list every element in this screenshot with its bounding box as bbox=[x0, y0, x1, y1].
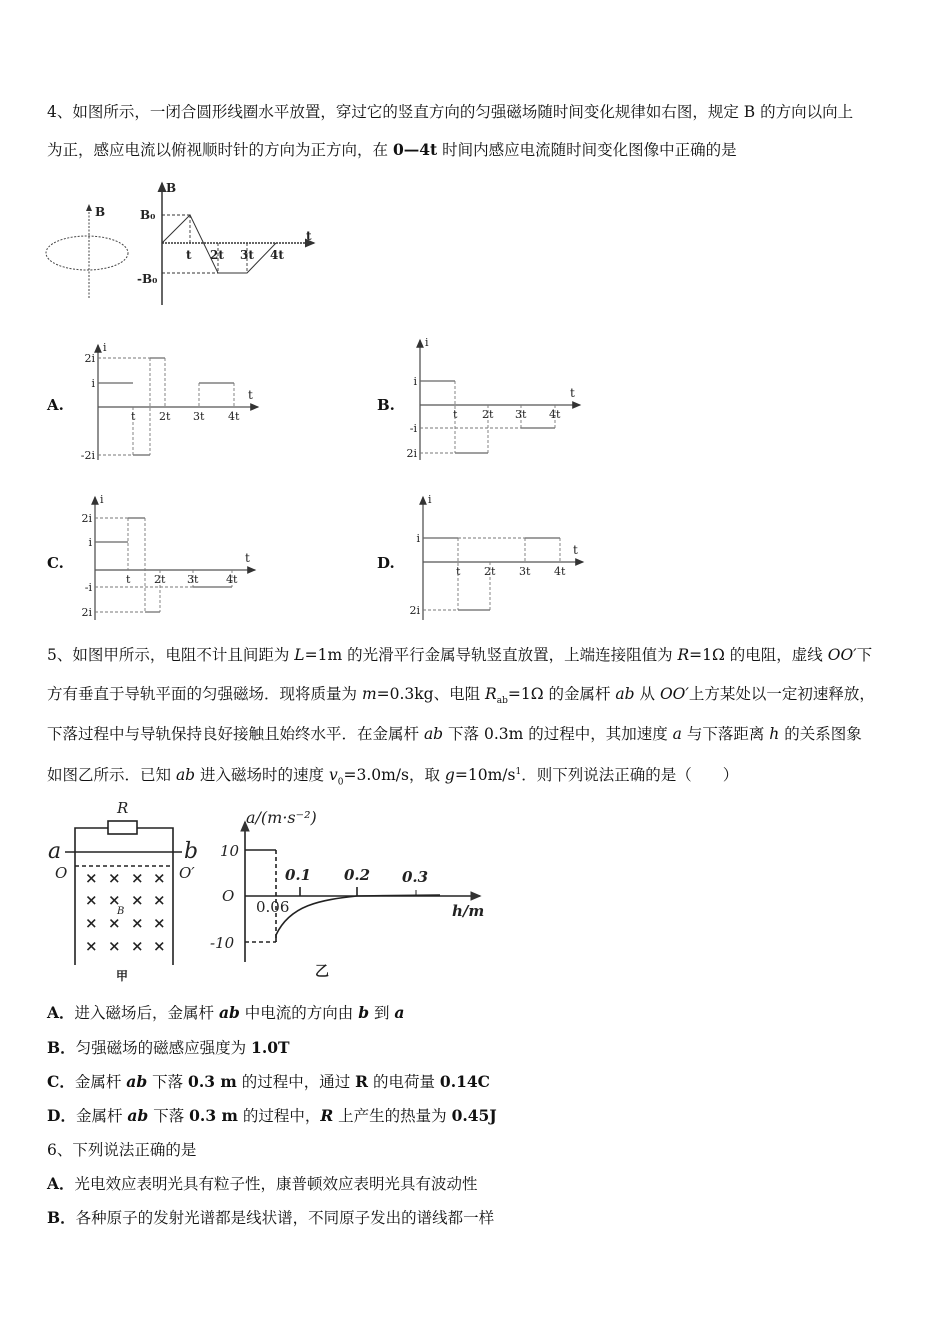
text-segment: 下落 0.3m 的过程中，其加速度 bbox=[443, 725, 673, 743]
tick-2t: 2t bbox=[210, 248, 224, 262]
t-axis-label: t bbox=[573, 543, 578, 557]
text-segment: 下落过程中与导轨保持良好接触且始终水平．在金属杆 bbox=[47, 725, 424, 743]
text-segment: C． bbox=[47, 1072, 75, 1091]
time-tick-label: t bbox=[456, 565, 461, 578]
text-segment: m bbox=[361, 685, 377, 703]
t-axis-label: t bbox=[306, 229, 312, 243]
text-segment: 从 bbox=[634, 685, 660, 703]
text-segment: ab bbox=[218, 1003, 240, 1022]
time-tick-label: 2t bbox=[484, 565, 496, 578]
cross-mark: × bbox=[85, 891, 98, 909]
text-segment: h bbox=[769, 725, 780, 743]
text-segment: =0.3kg、电阻 bbox=[376, 685, 486, 703]
time-tick-label: 2t bbox=[159, 410, 171, 423]
cross-mark: × bbox=[85, 869, 98, 887]
option-b-label: B. bbox=[377, 396, 395, 414]
text-segment: 的过程中，通过 bbox=[236, 1073, 356, 1091]
text-segment: 下落 bbox=[148, 1107, 190, 1125]
text-segment: ab bbox=[126, 1072, 148, 1091]
coil-figure bbox=[46, 205, 128, 298]
current-level-label: i bbox=[88, 536, 92, 549]
text-segment: 各种原子的发射光谱都是线状谱，不同原子发出的谱线都一样 bbox=[75, 1209, 495, 1227]
text-segment: 4、如图所示，一闭合圆形线圈水平放置，穿过它的竖直方向的匀强磁场随时间变化规律如右图，规定 B 的方向以向上 bbox=[47, 103, 854, 121]
b-t-graph bbox=[162, 183, 314, 305]
figure-yi-caption: 乙 bbox=[315, 964, 329, 980]
origin-label: O bbox=[222, 887, 235, 905]
time-tick-label: t bbox=[131, 410, 136, 423]
text-segment: a bbox=[394, 1003, 405, 1022]
tick-0.1: 0.1 bbox=[285, 866, 312, 884]
text-segment: =1m 的光滑平行金属导轨竖直放置，上端连接阻值为 bbox=[304, 646, 678, 664]
point-o-prime: O′ bbox=[179, 864, 195, 882]
option-c-graph bbox=[81, 493, 255, 620]
coil-b-label: B bbox=[95, 205, 106, 219]
cross-mark: × bbox=[131, 914, 144, 932]
i-axis-label: i bbox=[103, 341, 107, 354]
current-level-label: -2i bbox=[80, 449, 95, 462]
text-segment: ab bbox=[615, 685, 635, 703]
cross-mark: × bbox=[131, 937, 144, 955]
text-segment: b bbox=[358, 1003, 370, 1022]
text-segment: R bbox=[355, 1072, 369, 1091]
text-segment: R bbox=[320, 1106, 334, 1125]
text-segment: 到 bbox=[369, 1004, 395, 1022]
cross-mark: × bbox=[131, 891, 144, 909]
time-tick-label: 3t bbox=[515, 408, 527, 421]
option-b-graph bbox=[406, 336, 580, 460]
current-level-label: i bbox=[413, 375, 417, 388]
point-o: O bbox=[55, 864, 68, 882]
text-segment: a bbox=[672, 725, 682, 743]
text-segment: 上方某处以一定初速释放， bbox=[688, 685, 875, 703]
cross-mark: × bbox=[108, 891, 121, 909]
text-segment: =10m/s bbox=[454, 766, 516, 785]
option-a-graph bbox=[81, 341, 258, 462]
text-segment: 0.3 m bbox=[188, 1072, 237, 1091]
cross-mark: × bbox=[153, 869, 166, 887]
text-segment: 金属杆 bbox=[75, 1107, 128, 1125]
tick-0.3: 0.3 bbox=[402, 868, 429, 886]
tick-0.2: 0.2 bbox=[344, 866, 371, 884]
current-level-label: 2i bbox=[409, 604, 420, 617]
text-segment: R bbox=[677, 646, 690, 664]
text-segment: R bbox=[485, 685, 497, 703]
h-axis-label: h/m bbox=[452, 902, 485, 920]
tick-t: t bbox=[186, 248, 192, 262]
neg-b0-label: -B₀ bbox=[137, 272, 158, 286]
cross-mark: × bbox=[153, 891, 166, 909]
tick-neg-10: -10 bbox=[210, 934, 235, 952]
text-segment: 5、如图甲所示，电阻不计且间距为 bbox=[47, 646, 295, 664]
text-segment: 与下落距离 bbox=[681, 725, 770, 743]
current-level-label: i bbox=[91, 377, 95, 390]
text-segment: B． bbox=[47, 1208, 76, 1227]
current-level-label: i bbox=[416, 532, 420, 545]
text-segment: =1Ω 的金属杆 bbox=[507, 685, 616, 703]
text-segment: B． bbox=[47, 1038, 76, 1057]
time-tick-label: 4t bbox=[549, 408, 561, 421]
b0-label: B₀ bbox=[140, 208, 156, 222]
i-axis-label: i bbox=[425, 336, 429, 349]
text-segment: 进入磁场后，金属杆 bbox=[74, 1004, 219, 1022]
text-segment: OO′ bbox=[827, 646, 857, 664]
cross-mark: × bbox=[108, 914, 121, 932]
cross-mark: × bbox=[153, 914, 166, 932]
cross-mark: × bbox=[108, 869, 121, 887]
rod-end-b: b bbox=[184, 839, 199, 864]
time-tick-label: 4t bbox=[228, 410, 240, 423]
cross-mark: × bbox=[85, 937, 98, 955]
text-segment: 下 bbox=[856, 646, 873, 664]
option-d-label: D. bbox=[377, 554, 395, 572]
text-segment: ab bbox=[175, 766, 196, 785]
option-c-label: C. bbox=[47, 554, 64, 572]
i-axis-label: i bbox=[428, 493, 432, 506]
text-segment: 进入磁场时的速度 bbox=[195, 766, 329, 785]
tick-10: 10 bbox=[220, 842, 240, 860]
cross-mark: × bbox=[108, 937, 121, 955]
time-tick-label: t bbox=[126, 573, 131, 586]
magnetic-field-crosses bbox=[85, 869, 166, 955]
text-segment: v bbox=[328, 766, 338, 785]
b-axis-label: B bbox=[166, 181, 177, 195]
t-axis-label: t bbox=[248, 388, 253, 402]
current-level-label: 2i bbox=[406, 447, 417, 460]
resistor-label: R bbox=[117, 799, 129, 817]
text-segment: ab bbox=[127, 1106, 149, 1125]
text-segment: 的过程中， bbox=[237, 1107, 321, 1125]
cross-mark: × bbox=[153, 937, 166, 955]
text-segment: 0.3 m bbox=[189, 1106, 238, 1125]
t-axis-label: t bbox=[245, 551, 250, 565]
text-segment: 如图乙所示．已知 bbox=[47, 766, 176, 785]
text-segment: 上产生的热量为 bbox=[333, 1107, 452, 1125]
option-a-label: A. bbox=[47, 396, 64, 414]
text-segment: 0—4t bbox=[392, 140, 438, 159]
cross-mark: × bbox=[131, 869, 144, 887]
text-segment: 匀强磁场的磁感应强度为 bbox=[75, 1039, 252, 1057]
current-level-label: -i bbox=[409, 422, 417, 435]
text-segment: A． bbox=[47, 1003, 75, 1022]
tick-3t: 3t bbox=[240, 248, 254, 262]
text-segment: 6、下列说法正确的是 bbox=[47, 1141, 197, 1159]
text-segment: 下落 bbox=[147, 1073, 189, 1091]
text-segment: 为正，感应电流以俯视顺时针的方向为正方向，在 bbox=[47, 141, 393, 159]
time-tick-label: 3t bbox=[187, 573, 199, 586]
i-axis-label: i bbox=[100, 493, 104, 506]
rod-end-a: a bbox=[48, 839, 62, 864]
text-segment: ．则下列说法正确的是（ ） bbox=[521, 766, 739, 785]
current-level-label: -i bbox=[84, 581, 92, 594]
a-h-graph bbox=[245, 822, 480, 962]
time-tick-label: 3t bbox=[193, 410, 205, 423]
current-level-label: 2i bbox=[84, 352, 95, 365]
text-segment: 时间内感应电流随时间变化图像中正确的是 bbox=[437, 141, 737, 159]
text-segment: 的电荷量 bbox=[368, 1073, 440, 1091]
time-tick-label: 2t bbox=[154, 573, 166, 586]
text-segment: 0.14C bbox=[439, 1072, 490, 1091]
text-segment: 方有垂直于导轨平面的匀强磁场．现将质量为 bbox=[47, 685, 362, 703]
text-segment: ab bbox=[423, 725, 444, 743]
tick-0.06: 0.06 bbox=[256, 898, 290, 916]
cross-mark: × bbox=[85, 914, 98, 932]
text-segment: =3.0m/s，取 bbox=[343, 766, 445, 785]
text-segment: 中电流的方向由 bbox=[239, 1004, 359, 1022]
text-segment: 金属杆 bbox=[74, 1073, 127, 1091]
text-segment: A． bbox=[47, 1174, 75, 1193]
tick-4t: 4t bbox=[270, 248, 284, 262]
text-segment: 0.45J bbox=[451, 1106, 497, 1125]
text-segment: 1 bbox=[515, 767, 522, 777]
time-tick-label: t bbox=[453, 408, 458, 421]
time-tick-label: 4t bbox=[554, 565, 566, 578]
text-segment: 的关系图象 bbox=[779, 725, 862, 743]
text-segment: D． bbox=[47, 1106, 76, 1125]
current-level-label: 2i bbox=[81, 606, 92, 619]
text-segment: ab bbox=[496, 696, 508, 707]
text-segment: 光电效应表明光具有粒子性，康普顿效应表明光具有波动性 bbox=[74, 1175, 478, 1193]
time-tick-label: 3t bbox=[519, 565, 531, 578]
text-segment: 0 bbox=[337, 777, 344, 788]
text-segment: 1.0T bbox=[251, 1038, 290, 1057]
current-level-label: 2i bbox=[81, 512, 92, 525]
text-segment: OO′ bbox=[659, 685, 689, 703]
figure-jia-caption: 甲 bbox=[116, 969, 129, 983]
option-d-graph bbox=[409, 493, 583, 620]
text-segment: g bbox=[444, 766, 455, 785]
time-tick-label: 2t bbox=[482, 408, 494, 421]
text-segment: =1Ω 的电阻，虚线 bbox=[689, 646, 828, 664]
time-tick-label: 4t bbox=[226, 573, 238, 586]
t-axis-label: t bbox=[570, 386, 575, 400]
a-axis-label: a/(m·s⁻²) bbox=[246, 808, 317, 827]
field-b-label: B bbox=[117, 906, 125, 917]
text-segment: L bbox=[294, 646, 305, 664]
